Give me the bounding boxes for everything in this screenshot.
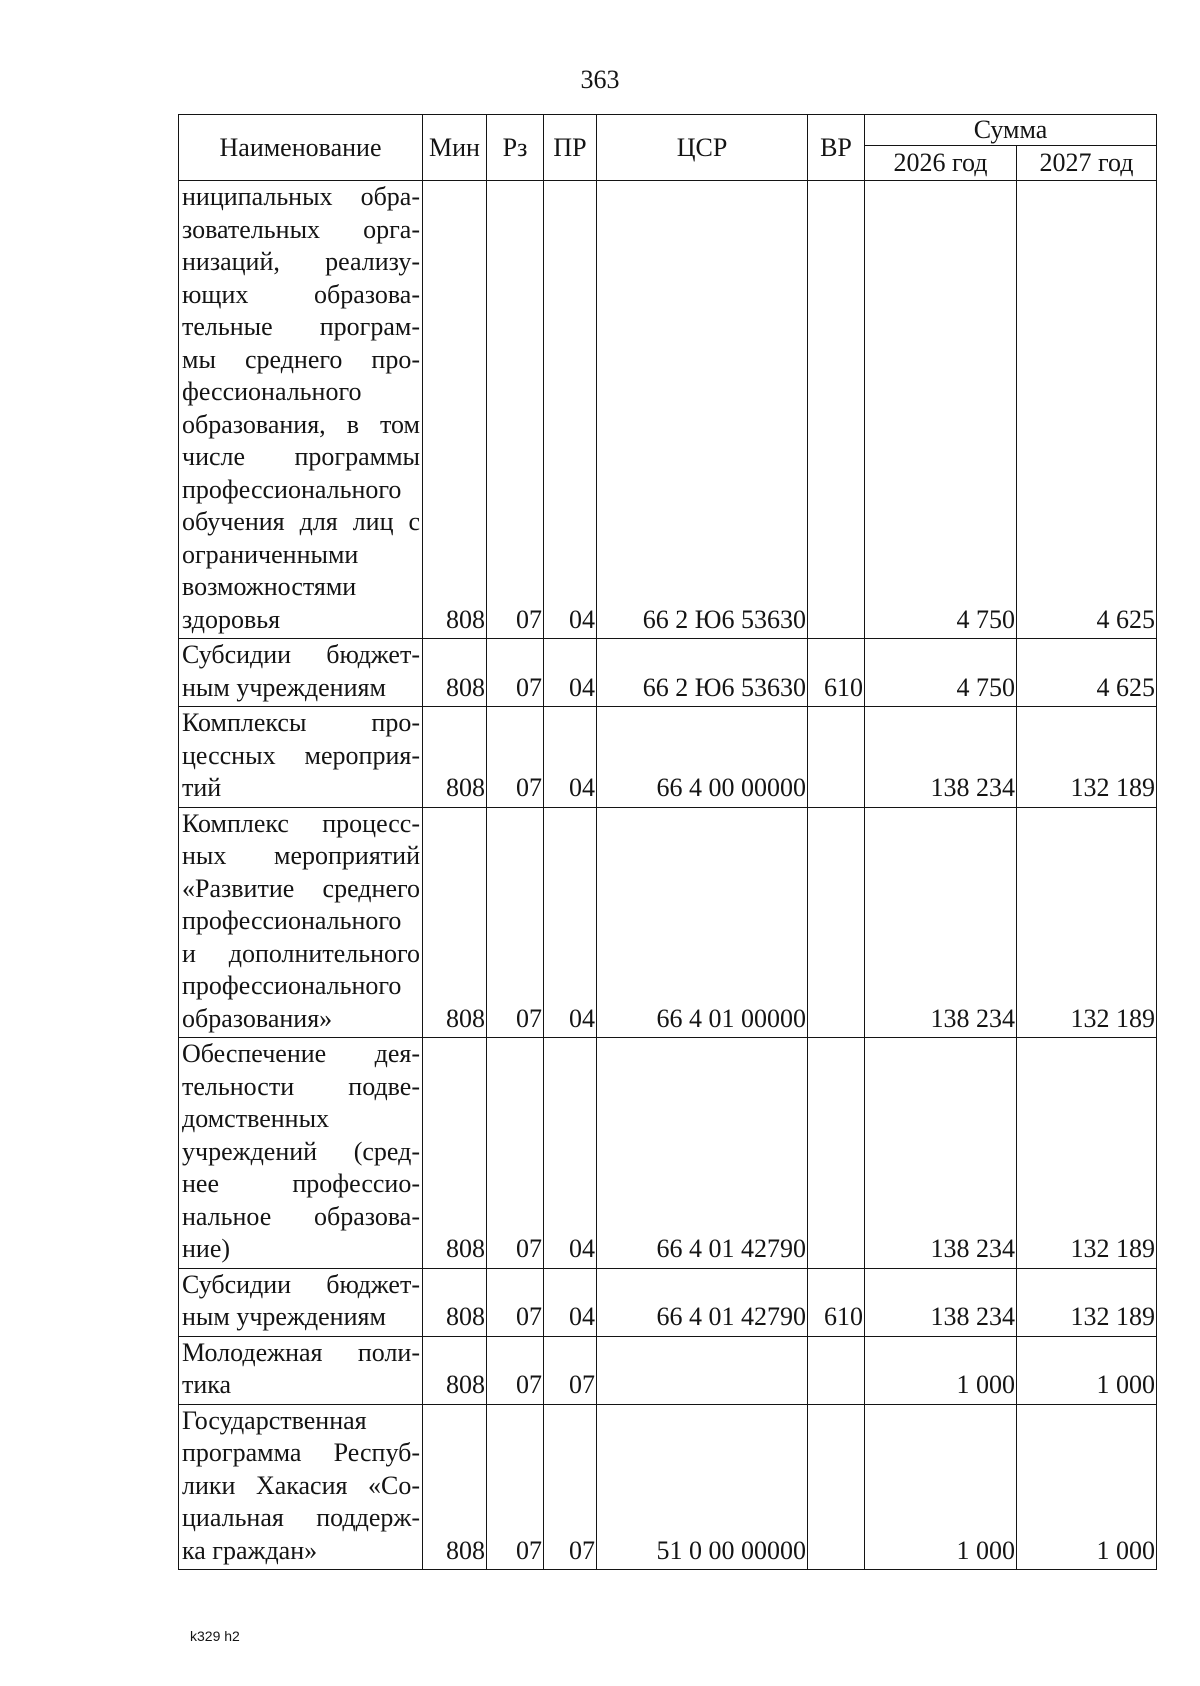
name-line: нальное образова- (182, 1201, 420, 1231)
expense-type-code-cell: 610 (808, 1268, 865, 1336)
name-line: Обеспечение дея- (182, 1039, 420, 1068)
name-cell (179, 707, 423, 808)
expense-type-code-cell (808, 1336, 865, 1404)
header-section: Рз (487, 115, 544, 181)
target-article-code-cell: 66 2 Ю6 53630 (597, 181, 808, 639)
amount-2026-cell: 138 234 (865, 707, 1017, 808)
name-line: тельные програм- (182, 312, 420, 341)
name-line: и дополнительного (182, 938, 420, 968)
table-row (179, 807, 1157, 1038)
table-row (179, 707, 1157, 808)
section-code-cell: 07 (487, 181, 544, 639)
ministry-code-cell: 808 (423, 1038, 487, 1269)
table-row (179, 1038, 1157, 1269)
name-line: профессионального (182, 971, 402, 1000)
name-line: домственных (182, 1104, 330, 1133)
name-line: возможностями (182, 572, 357, 601)
footer-code: k329 h2 (190, 1628, 240, 1644)
name-line: тика (182, 1370, 232, 1399)
name-line: циальная поддерж- (182, 1503, 420, 1532)
ministry-code-cell: 808 (423, 181, 487, 639)
name-line: Государственная (182, 1405, 367, 1435)
name-line: ка граждан» (182, 1535, 318, 1565)
amount-2027-cell: 132 189 (1017, 707, 1157, 808)
section-code-cell: 07 (487, 1336, 544, 1404)
ministry-code-cell: 808 (423, 1404, 487, 1570)
name-line: ющих образова- (182, 279, 420, 309)
name-line: профессионального (182, 906, 402, 935)
amount-2026-cell: 138 234 (865, 807, 1017, 1038)
header-name: Наименование (179, 115, 423, 181)
name-line: ных мероприятий (182, 841, 420, 870)
section-code-cell: 07 (487, 707, 544, 808)
name-line: зовательных орга- (182, 214, 420, 244)
table-body (179, 181, 1157, 1570)
name-cell (179, 1404, 423, 1570)
subsection-code-cell: 04 (544, 1038, 597, 1269)
subsection-code-cell: 07 (544, 1404, 597, 1570)
table-row (179, 1336, 1157, 1404)
expense-type-code-cell (808, 1038, 865, 1269)
header-2027: 2027 год (1017, 146, 1157, 181)
table-row (179, 1404, 1157, 1570)
name-line: низаций, реализу- (182, 247, 420, 276)
section-code-cell: 07 (487, 1404, 544, 1570)
expense-type-code-cell (808, 807, 865, 1038)
name-line: учреждений (сред- (182, 1136, 420, 1166)
expense-type-code-cell (808, 1404, 865, 1570)
name-line: образования, в том (182, 409, 420, 439)
name-line: программа Респуб- (182, 1438, 420, 1467)
name-line: ние) (182, 1234, 231, 1263)
name-cell (179, 807, 423, 1038)
name-line: лики Хакасия «Со- (182, 1470, 420, 1500)
section-code-cell: 07 (487, 807, 544, 1038)
amount-2026-cell: 138 234 (865, 1268, 1017, 1336)
amount-2026-cell: 4 750 (865, 181, 1017, 639)
amount-2027-cell: 132 189 (1017, 1038, 1157, 1269)
amount-2027-cell: 1 000 (1017, 1404, 1157, 1570)
header-subsection: ПР (544, 115, 597, 181)
target-article-code-cell: 66 4 00 00000 (597, 707, 808, 808)
amount-2027-cell: 4 625 (1017, 181, 1157, 639)
amount-2026-cell: 1 000 (865, 1336, 1017, 1404)
name-line: профессионального (182, 474, 402, 504)
name-line: ным учреждениям (182, 1302, 386, 1331)
subsection-code-cell: 04 (544, 1268, 597, 1336)
ministry-code-cell: 808 (423, 807, 487, 1038)
name-line: здоровья (182, 604, 281, 634)
name-line: тий (182, 773, 222, 802)
name-line: Субсидии бюджет- (182, 1269, 420, 1299)
expense-type-code-cell (808, 707, 865, 808)
name-line: «Развитие среднего (182, 873, 420, 903)
header-sum: Сумма (865, 115, 1157, 146)
name-line: Комплекс процесс- (182, 808, 420, 838)
table-row (179, 1268, 1157, 1336)
header-ministry: Мин (423, 115, 487, 181)
amount-2027-cell: 132 189 (1017, 807, 1157, 1038)
name-line: образования» (182, 1003, 333, 1033)
ministry-code-cell: 808 (423, 1336, 487, 1404)
budget-table (178, 114, 1157, 1570)
header-row (179, 115, 1157, 146)
name-line: фессионального (182, 377, 362, 406)
name-line: Субсидии бюджет- (182, 640, 420, 669)
name-line: тельности подве- (182, 1071, 420, 1101)
amount-2026-cell: 138 234 (865, 1038, 1017, 1269)
target-article-code-cell: 51 0 00 00000 (597, 1404, 808, 1570)
name-line: Комплексы про- (182, 708, 420, 737)
expense-type-code-cell (808, 181, 865, 639)
name-line: Молодежная поли- (182, 1337, 420, 1367)
name-cell (179, 639, 423, 707)
table-header (179, 115, 1157, 181)
name-line: ным учреждениям (182, 672, 386, 702)
name-cell (179, 181, 423, 639)
name-line: ограниченными (182, 539, 359, 569)
page-number: 363 (580, 65, 620, 94)
name-line: числе программы (182, 442, 420, 471)
ministry-code-cell: 808 (423, 639, 487, 707)
header-target-article: ЦСР (597, 115, 808, 181)
amount-2026-cell: 4 750 (865, 639, 1017, 707)
name-cell (179, 1038, 423, 1269)
name-line: ниципальных обра- (182, 182, 420, 211)
subsection-code-cell: 04 (544, 181, 597, 639)
table-row (179, 639, 1157, 707)
amount-2027-cell: 132 189 (1017, 1268, 1157, 1336)
section-code-cell: 07 (487, 639, 544, 707)
target-article-code-cell: 66 4 01 42790 (597, 1038, 808, 1269)
name-line: мы среднего про- (182, 344, 420, 374)
amount-2026-cell: 1 000 (865, 1404, 1017, 1570)
name-line: цессных мероприя- (182, 740, 420, 770)
section-code-cell: 07 (487, 1038, 544, 1269)
subsection-code-cell: 04 (544, 707, 597, 808)
header-2026: 2026 год (865, 146, 1017, 181)
subsection-code-cell: 04 (544, 807, 597, 1038)
target-article-code-cell: 66 4 01 42790 (597, 1268, 808, 1336)
ministry-code-cell: 808 (423, 1268, 487, 1336)
target-article-code-cell (597, 1336, 808, 1404)
table-row (179, 181, 1157, 639)
expense-type-code-cell: 610 (808, 639, 865, 707)
amount-2027-cell: 4 625 (1017, 639, 1157, 707)
subsection-code-cell: 07 (544, 1336, 597, 1404)
target-article-code-cell: 66 2 Ю6 53630 (597, 639, 808, 707)
amount-2027-cell: 1 000 (1017, 1336, 1157, 1404)
header-expense-type: ВР (808, 115, 865, 181)
name-cell (179, 1268, 423, 1336)
name-cell (179, 1336, 423, 1404)
subsection-code-cell: 04 (544, 639, 597, 707)
name-line: нее профессио- (182, 1169, 420, 1198)
name-line: обучения для лиц с (182, 507, 420, 536)
target-article-code-cell: 66 4 01 00000 (597, 807, 808, 1038)
ministry-code-cell: 808 (423, 707, 487, 808)
section-code-cell: 07 (487, 1268, 544, 1336)
